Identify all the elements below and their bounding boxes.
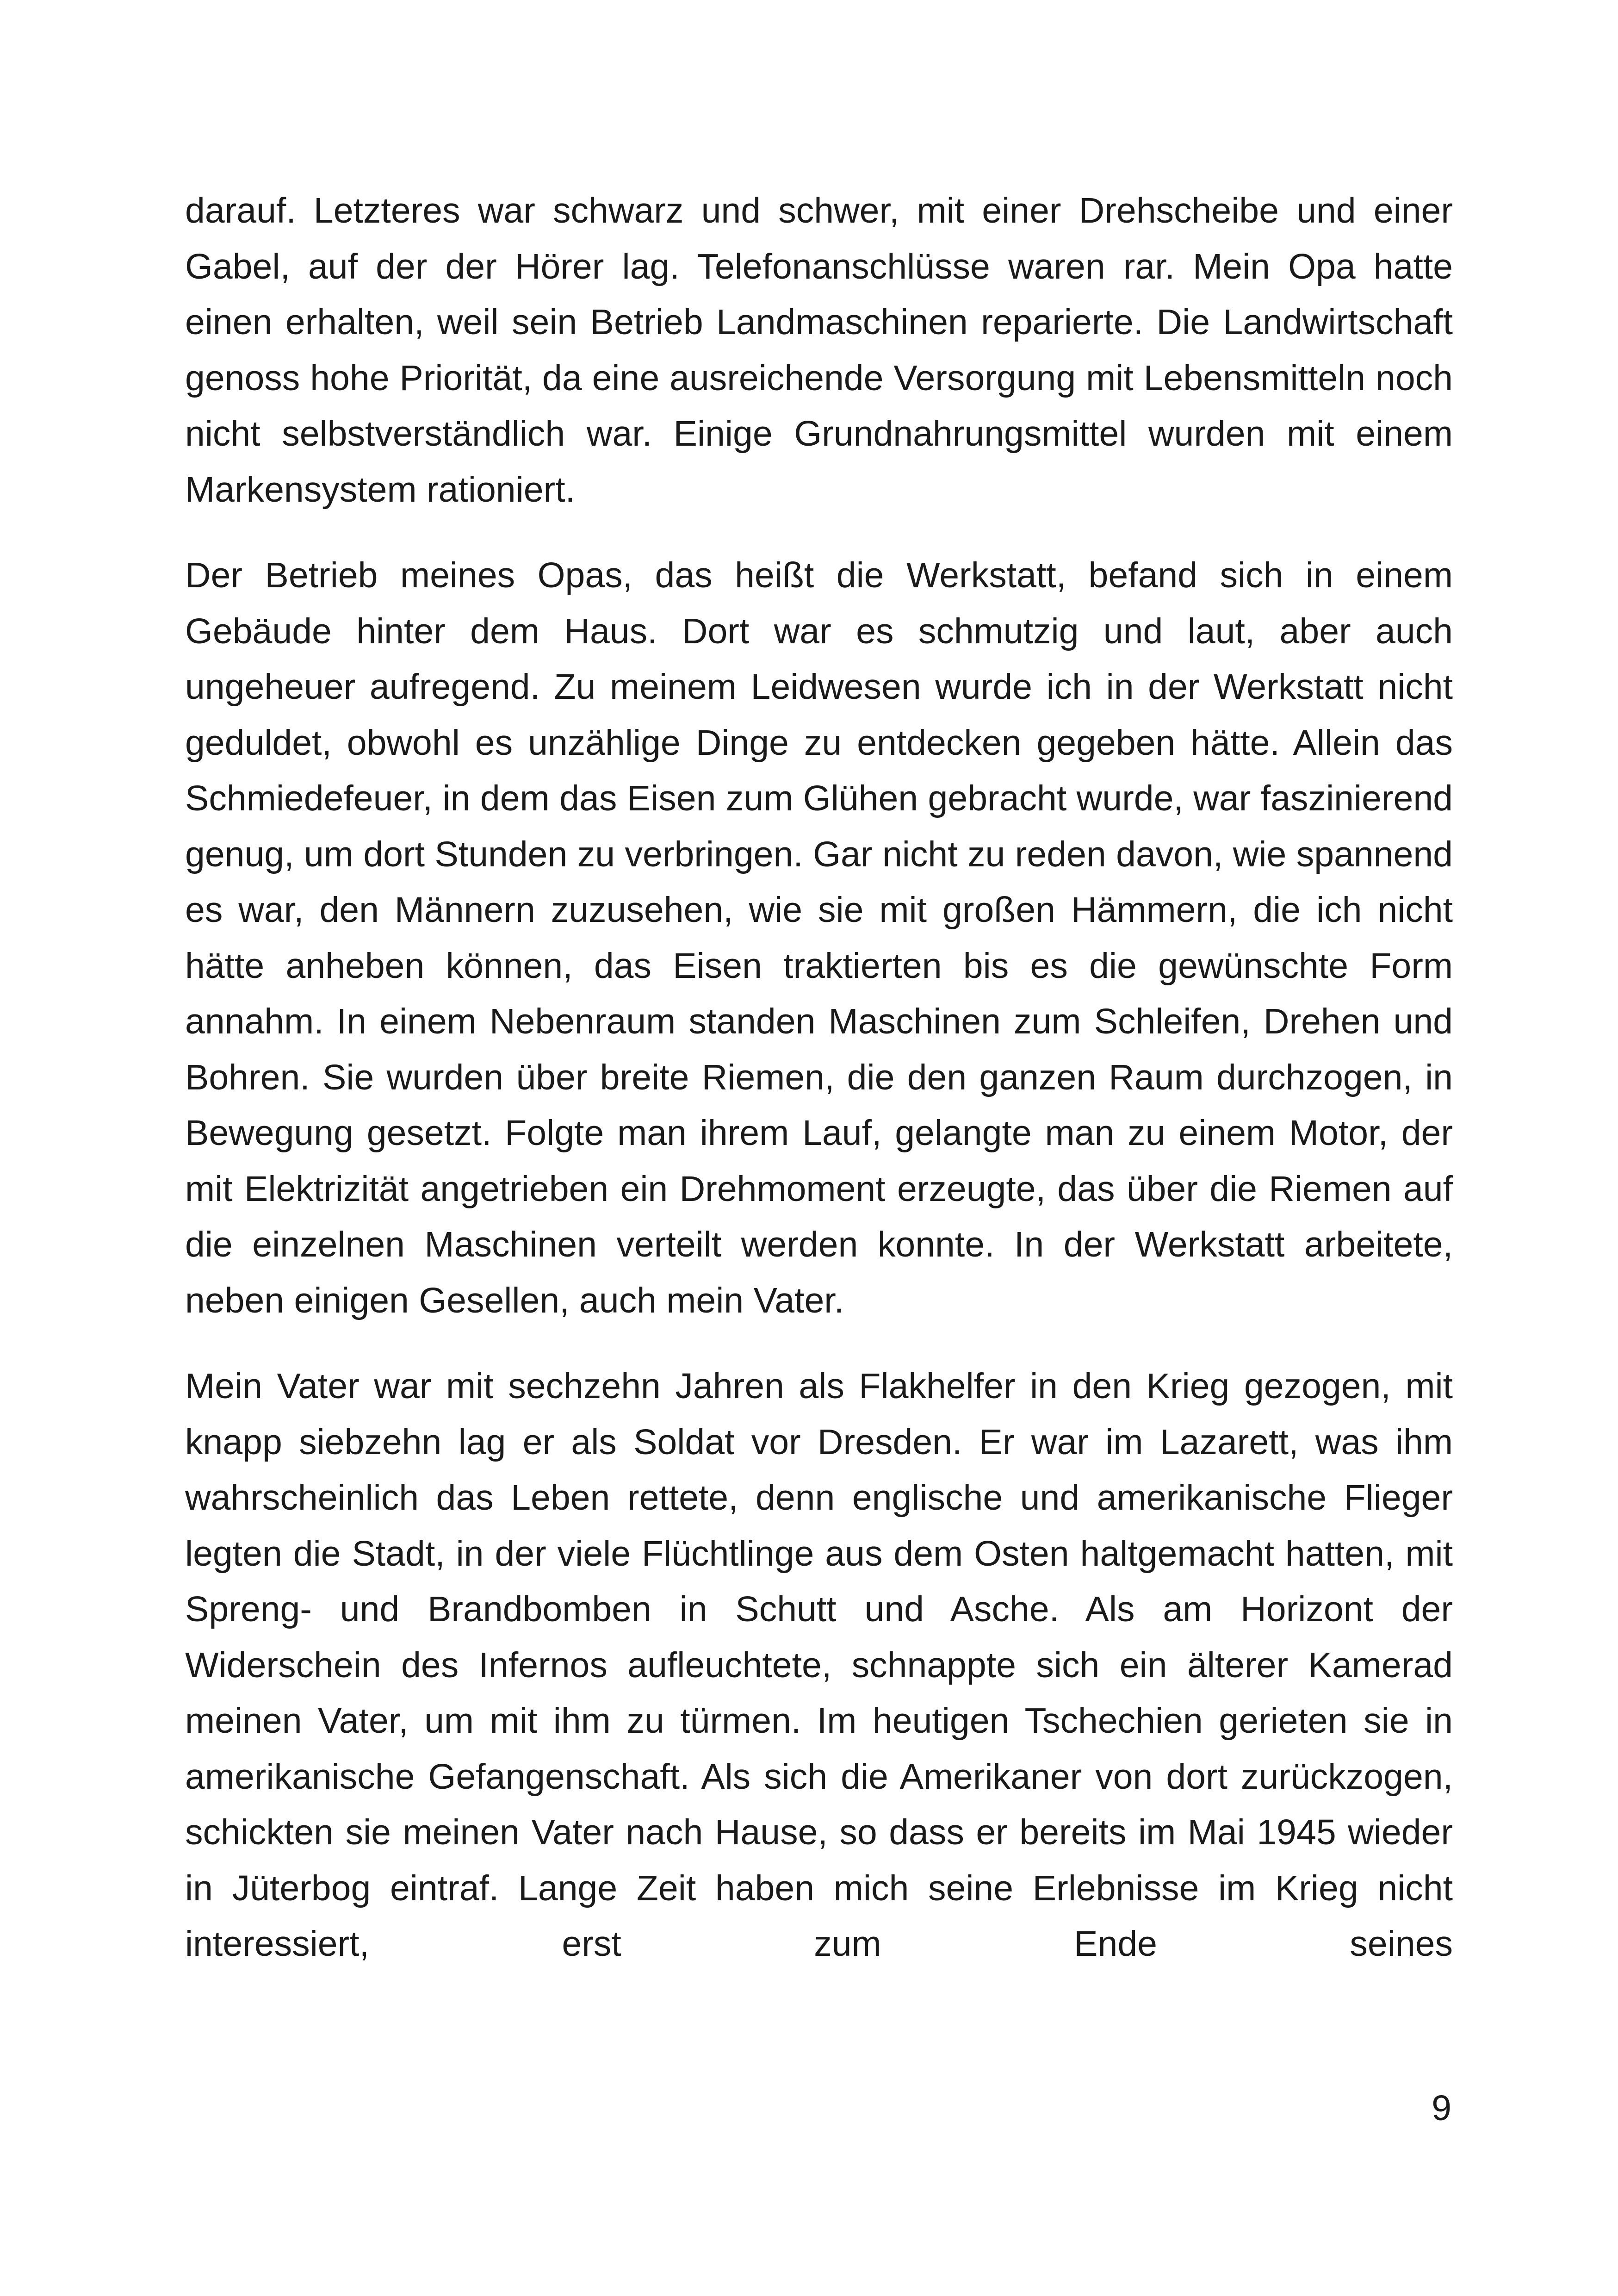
paragraph-2: Der Betrieb meines Opas, das heißt die Werkstatt, befand sich in einem Gebäude hinter dem Haus. Dort war es schmutzig und laut, aber auch ungeheuer aufregend. Zu meinem Leidwesen wurde ich in der Werkstatt nicht geduldet, obwohl es unzählige Dinge zu entdecken gegeben hätte. Allein das Schmiedefeuer, in dem das Eisen zum Glühen gebracht wurde, war faszinierend genug, um dort Stunden zu verbringen. Gar nicht zu reden davon, wie spannend es war, den Männern zuzusehen, wie sie mit großen Hämmern, die ich nicht hätte anheben können, das Eisen traktierten bis es die gewünschte Form annahm. In einem Nebenraum standen Maschinen zum Schleifen, Drehen und Bohren. Sie wurden über breite Riemen, die den ganzen Raum durchzogen, in Bewegung gesetzt. Folgte man ihrem Lauf, gelangte man zu einem Motor, der mit Elektrizität angetrieben ein Drehmoment erzeugte, das über die Riemen auf die einzelnen Maschinen verteilt werden konnte. In der Werkstatt arbeitete, neben einigen Gesellen, auch mein Vater. [185, 555, 1453, 1320]
body-text [185, 183, 1453, 2002]
page-number: 9 [1432, 2088, 1451, 2128]
paragraph-3: Mein Vater war mit sechzehn Jahren als Flakhelfer in den Krieg gezogen, mit knapp siebzehn lag er als Soldat vor Dresden. Er war im Lazarett, was ihm wahrscheinlich das Leben rettete, denn englische und amerikanische Flieger legten die Stadt, in der viele Flüchtlinge aus dem Osten haltgemacht hatten, mit Spreng- und Brandbomben in Schutt und Asche. Als am Horizont der Widerschein des Infernos aufleuchtete, schnappte sich ein älterer Kamerad meinen Vater, um mit ihm zu türmen. Im heutigen Tschechien gerieten sie in amerikanische Gefangenschaft. Als sich die Amerikaner von dort zurückzogen, schickten sie meinen Vater nach Hause, so dass er bereits im Mai 1945 wieder in Jüterbog eintraf. Lange Zeit haben mich seine Erlebnisse im Krieg nicht interessiert, erst zum Ende seines [185, 1366, 1453, 1964]
paragraph-1: darauf. Letzteres war schwarz und schwer, mit einer Drehscheibe und einer Gabel, auf der der Hörer lag. Telefonanschlüsse waren rar. Mein Opa hatte einen erhalten, weil sein Betrieb Landmaschinen reparierte. Die Landwirtschaft genoss hohe Priorität, da eine ausreichende Versorgung mit Lebensmitteln noch nicht selbstverständlich war. Einige Grundnahrungsmittel wurden mit einem Markensystem rationiert. [185, 191, 1453, 510]
